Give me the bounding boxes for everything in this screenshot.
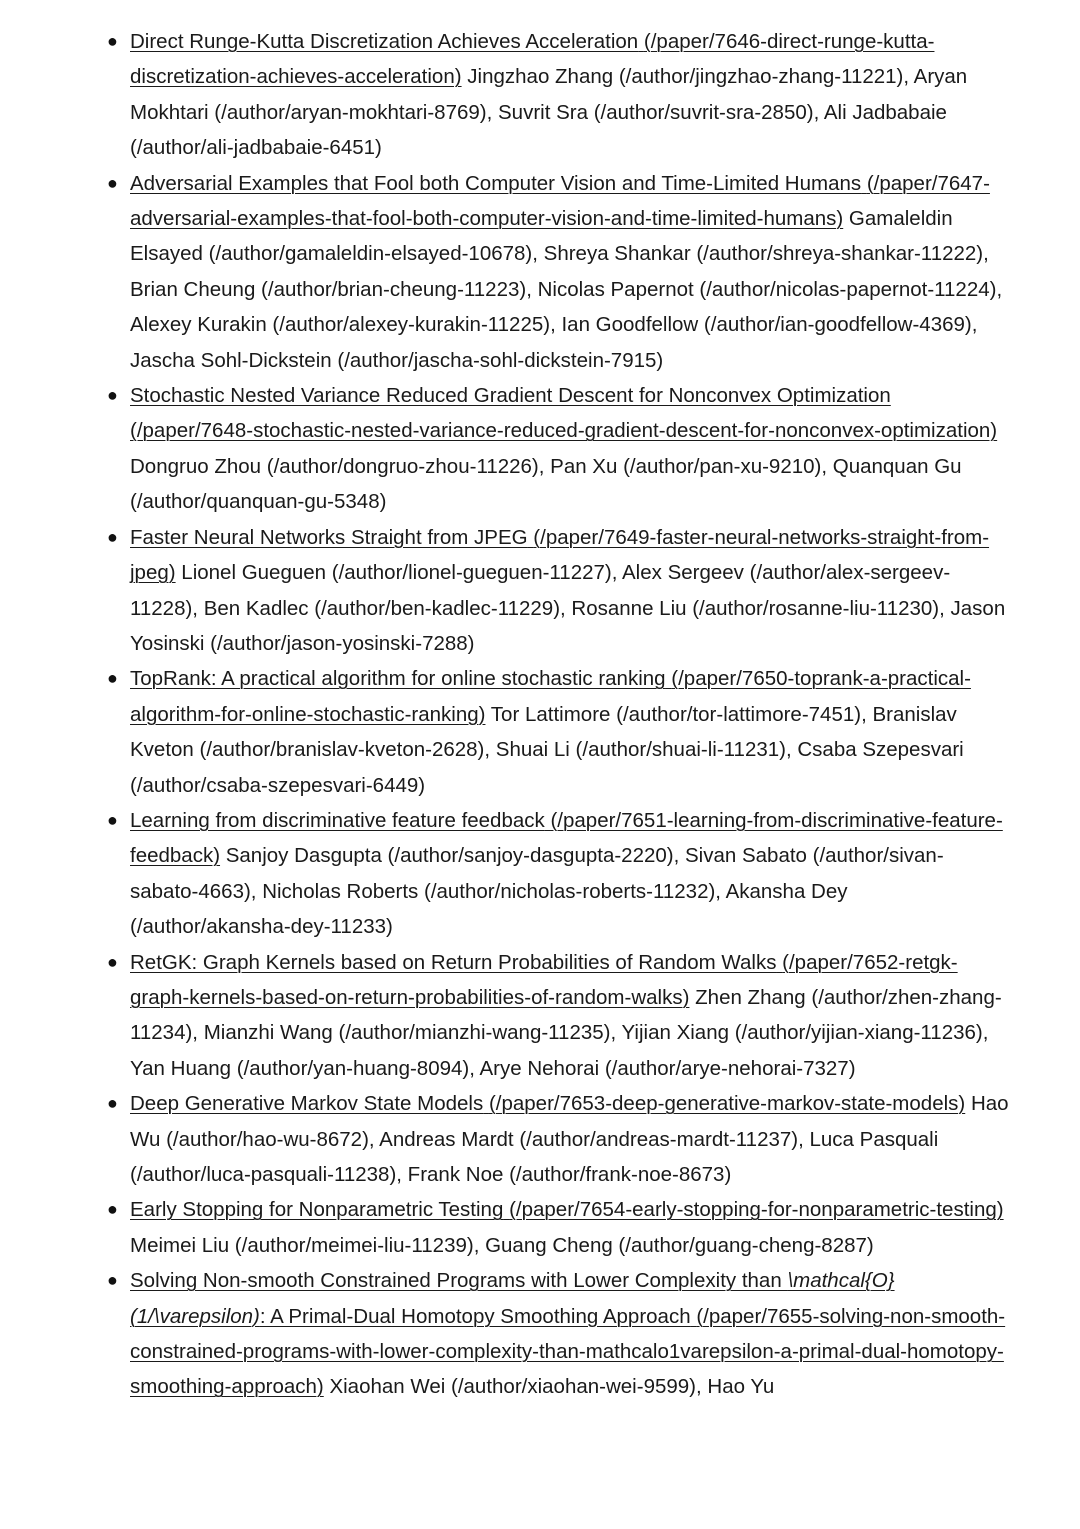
paper-title: Early Stopping for Nonparametric Testing	[130, 1198, 504, 1222]
paper-title: RetGK: Graph Kernels based on Return Probabilities of Random Walks	[130, 950, 777, 974]
paper-path: (/paper/7650-toprank-a-practical-algorithm-for-online-stochastic-ranking)	[130, 667, 971, 726]
paper-title-math: \mathcal{O}(1/\varepsilon)	[130, 1269, 895, 1328]
paper-path: (/paper/7649-faster-neural-networks-straight-from-jpeg)	[130, 525, 990, 585]
paper-title: TopRank: A practical algorithm for online stochastic ranking	[130, 667, 666, 691]
paper-authors: Sanjoy Dasgupta (/author/sanjoy-dasgupta-2220), Sivan Sabato (/author/sivan-sabato-4663), Nicholas Roberts (/author/nicholas-roberts-11232), Akansha Dey (/author/akansha-dey-11233)	[130, 844, 944, 939]
paper-path: (/paper/7648-stochastic-nested-variance-reduced-gradient-descent-for-nonconvex-optimization)	[130, 419, 998, 443]
paper-title: Deep Generative Markov State Models	[130, 1092, 484, 1116]
bullet-icon: ●	[107, 1093, 118, 1114]
paper-path: (/paper/7647-adversarial-examples-that-fool-both-computer-vision-and-time-limited-humans)	[130, 171, 990, 231]
paper-title-start: Solving Non-smooth Constrained Programs with Lower Complexity than	[130, 1269, 788, 1293]
paper-path: (/paper/7653-deep-generative-markov-state-models)	[488, 1092, 966, 1116]
bullet-icon: ●	[107, 1270, 118, 1291]
list-item	[107, 520, 1010, 662]
paper-authors: Dongruo Zhou (/author/dongruo-zhou-11226), Pan Xu (/author/pan-xu-9210), Quanquan Gu (/author/quanquan-gu-5348)	[130, 454, 962, 514]
list-item	[107, 1086, 1010, 1192]
paper-path: (/paper/7654-early-stopping-for-nonparametric-testing)	[509, 1198, 1004, 1222]
paper-title: Learning from discriminative feature feedback	[130, 808, 545, 832]
list-item	[107, 803, 1010, 945]
list-item	[107, 24, 1010, 166]
paper-authors: Meimei Liu (/author/meimei-liu-11239), Guang Cheng (/author/guang-cheng-8287)	[130, 1233, 874, 1257]
paper-authors: Hao Wu (/author/hao-wu-8672), Andreas Mardt (/author/andreas-mardt-11237), Luca Pasquali (/author/luca-pasquali-11238), Frank Noe (/author/frank-noe-8673)	[130, 1092, 1009, 1186]
paper-title: Direct Runge-Kutta Discretization Achieves Acceleration	[130, 30, 639, 53]
list-item	[107, 166, 1010, 378]
bullet-icon: ●	[107, 385, 118, 406]
paper-path: (/paper/7655-solving-non-smooth-constrained-programs-with-lower-complexity-than-mathcalo1varepsilon-a-primal-dual-homotopy-smoothing-approach)	[130, 1304, 1006, 1399]
paper-path: (/paper/7646-direct-runge-kutta-discretization-achieves-acceleration)	[130, 30, 935, 89]
list-item	[107, 1263, 1010, 1405]
paper-authors: Xiaohan Wei (/author/xiaohan-wei-9599), Hao Yu	[329, 1375, 775, 1399]
bullet-icon: ●	[107, 668, 118, 689]
paper-authors: Gamaleldin Elsayed (/author/gamaleldin-elsayed-10678), Shreya Shankar (/author/shreya-shankar-11222), Brian Cheung (/author/brian-cheung-11223), Nicolas Papernot (/author/nicolas-papernot-11224), Alexey Kurakin (/author/alexey-kurakin-11225), Ian Goodfellow (/author/ian-goodfellow-4369), Jascha Sohl-Dickstein (/author/jascha-sohl-dickstein-7915)	[130, 207, 1003, 372]
paper-title: Adversarial Examples that Fool both Computer Vision and Time-Limited Humans	[130, 171, 862, 195]
list-item	[107, 661, 1010, 803]
paper-authors: Jingzhao Zhang (/author/jingzhao-zhang-11221), Aryan Mokhtari (/author/aryan-mokhtari-8769), Suvrit Sra (/author/suvrit-sra-2850), Ali Jadbabaie (/author/ali-jadbabaie-6451)	[130, 65, 968, 160]
paper-path: (/paper/7652-retgk-graph-kernels-based-on-return-probabilities-of-random-walks)	[130, 950, 958, 1009]
bullet-icon: ●	[107, 809, 118, 830]
paper-title: Faster Neural Networks Straight from JPEG	[130, 525, 528, 549]
bullet-icon: ●	[107, 526, 118, 547]
list-item	[107, 1192, 1010, 1263]
bullet-icon: ●	[107, 31, 118, 51]
bullet-icon: ●	[107, 172, 118, 193]
bullet-icon: ●	[107, 951, 118, 972]
paper-title: Stochastic Nested Variance Reduced Gradient Descent for Nonconvex Optimization	[130, 384, 891, 408]
paper-path: (/paper/7651-learning-from-discriminative-feature-feedback)	[130, 808, 1003, 868]
paper-link[interactable]	[130, 1092, 965, 1115]
paper-list	[107, 24, 1010, 1405]
list-item	[107, 945, 1010, 1087]
paper-title-end: : A Primal-Dual Homotopy Smoothing Approach	[259, 1304, 691, 1328]
paper-link[interactable]	[130, 384, 997, 442]
paper-authors: Lionel Gueguen (/author/lionel-gueguen-11227), Alex Sergeev (/author/alex-sergeev-11228), Ben Kadlec (/author/ben-kadlec-11229), Rosanne Liu (/author/rosanne-liu-11230), Jason Yosinski (/author/jason-yosinski-7288)	[130, 561, 1006, 655]
paper-authors: Zhen Zhang (/author/zhen-zhang-11234), Mianzhi Wang (/author/mianzhi-wang-11235), Yijian Xiang (/author/yijian-xiang-11236), Yan Huang (/author/yan-huang-8094), Arye Nehorai (/author/arye-nehorai-7327)	[130, 985, 1002, 1080]
paper-authors: Tor Lattimore (/author/tor-lattimore-7451), Branislav Kveton (/author/branislav-kveton-2628), Shuai Li (/author/shuai-li-11231), Csaba Szepesvari (/author/csaba-szepesvari-6449)	[130, 702, 964, 797]
paper-link[interactable]	[130, 1198, 1004, 1221]
bullet-icon: ●	[107, 1199, 118, 1220]
list-item	[107, 378, 1010, 520]
